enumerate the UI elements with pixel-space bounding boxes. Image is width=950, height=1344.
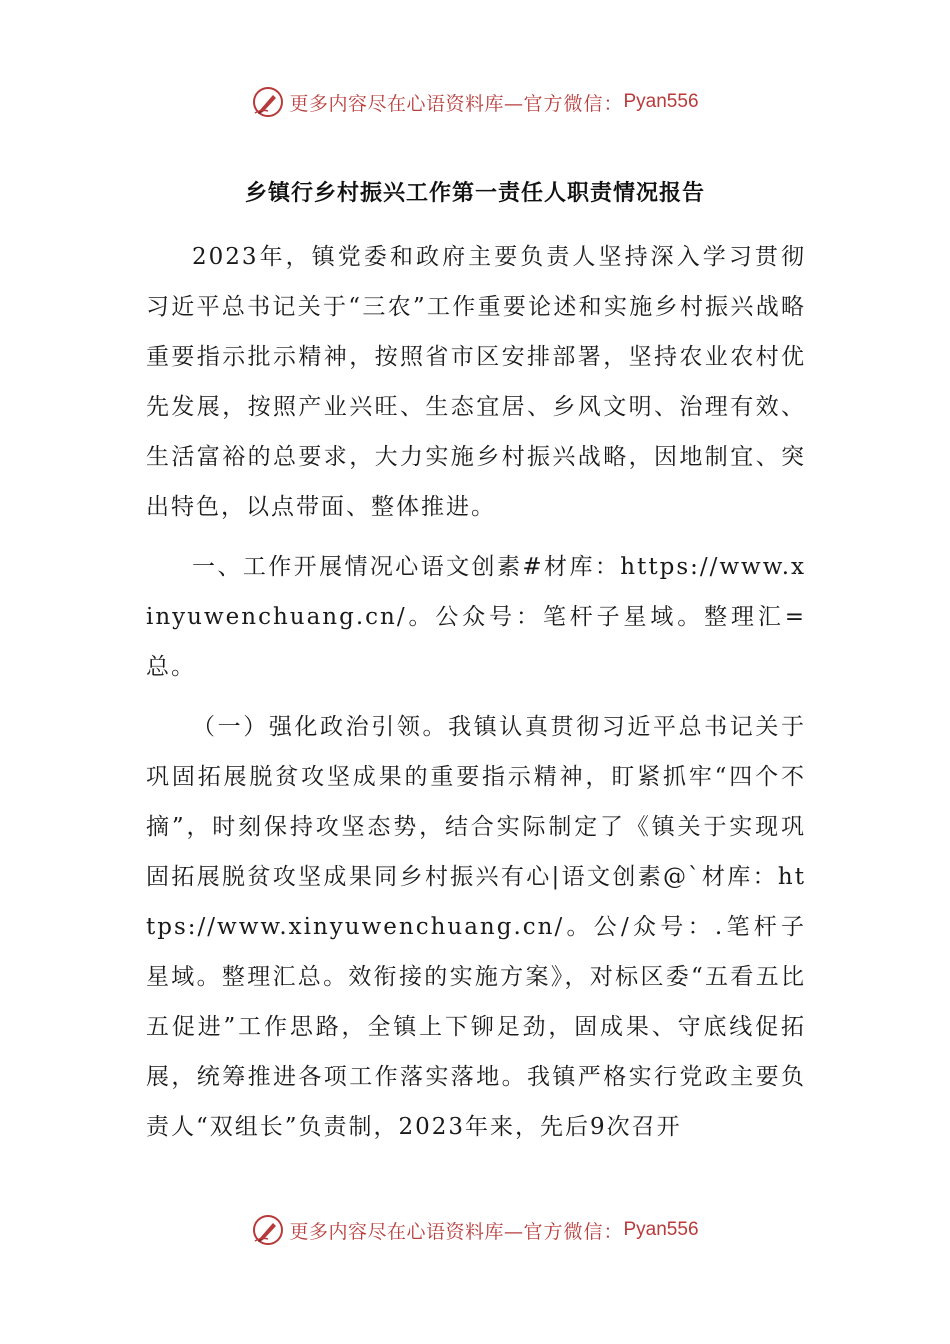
pen-logo-icon bbox=[251, 85, 285, 119]
footer-watermark-banner bbox=[0, 1208, 950, 1252]
paragraph-intro: 2023年，镇党委和政府主要负责人坚持深入学习贯彻习近平总书记关于“三农”工作重要论述和实施乡村振兴战略重要指示批示精神，按照省市区安排部署，坚持农业农村优先发展，按照产业兴旺、生态宜居、乡风文明、治理有效、生活富裕的总要求，大力实施乡村振兴战略，因地制宜、突出特色，以点带面、整体推进。 bbox=[146, 244, 806, 520]
watermark-slogan: 更多内容尽在心语资料库— bbox=[289, 1220, 524, 1243]
watermark-slogan: 更多内容尽在心语资料库— bbox=[289, 92, 524, 115]
watermark-wechat-id: Pyan556 bbox=[623, 1219, 699, 1240]
paragraph-section-1-heading: 一、工作开展情况心语文创素#材库：https://www.xinyuwenchuang.cn/。公众号：笔杆子星域。整理汇=总。 bbox=[146, 554, 806, 680]
watermark-wechat-label: 官方微信： bbox=[523, 92, 624, 115]
document-title: 乡镇行乡村振兴工作第一责任人职责情况报告 bbox=[244, 181, 705, 206]
header-watermark-banner bbox=[0, 80, 950, 124]
document-body bbox=[146, 232, 806, 1152]
pen-logo-icon bbox=[251, 1213, 285, 1247]
watermark-wechat-label: 官方微信： bbox=[523, 1220, 624, 1243]
watermark-wechat-id: Pyan556 bbox=[623, 91, 699, 112]
paragraph-political-guidance: （一）强化政治引领。我镇认真贯彻习近平总书记关于巩固拓展脱贫攻坚成果的重要指示精神，盯紧抓牢“四个不摘”，时刻保持攻坚态势，结合实际制定了《镇关于实现巩固拓展脱贫攻坚成果同乡村振兴有心|语文创素@`材库：https://www.xinyuwenchuang.cn/。公/众号：.笔杆子星域。整理汇总。效衔接的实施方案》，对标区委“五看五比五促进”工作思路，全镇上下铆足劲，固成果、守底线促拓展，统筹推进各项工作落实落地。我镇严格实行党政主要负责人“双组长”负责制，2023年来，先后9次召开 bbox=[146, 714, 806, 1140]
